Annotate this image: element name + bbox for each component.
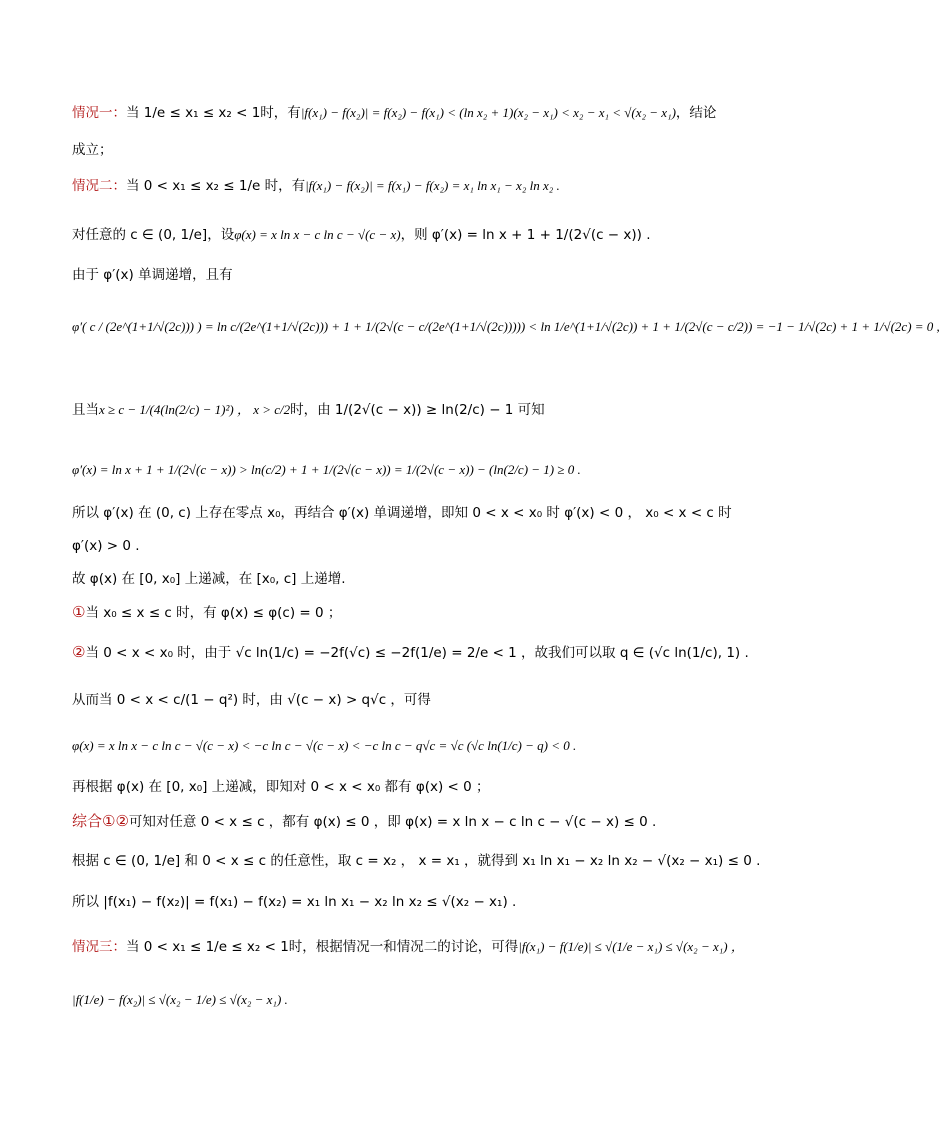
- case-two-line: [72, 176, 722, 196]
- text-line: [72, 536, 722, 556]
- display-formula: [72, 990, 722, 1010]
- text-line: [72, 811, 722, 832]
- case-three-line: [72, 937, 744, 957]
- display-formula: [72, 317, 940, 337]
- text-line: [72, 690, 722, 710]
- line-tail: 时，由 1/(2√(c − x)) ≥ ln(2/c) − 1 可知: [290, 402, 545, 418]
- line-tail: ，则 φ′(x) = ln x + 1 + 1/(2√(c − x)) .: [400, 227, 651, 243]
- text-line: [72, 569, 722, 589]
- line-text: 由于 φ′(x) 单调递增，且有: [72, 267, 233, 283]
- line-tail: ，结论: [675, 105, 717, 121]
- case-one-line: [72, 103, 722, 123]
- formula: |f(x₁) − f(x₂)| = f(x₂) − f(x₁) < (ln x₂ + 1)(x₂ − x₁) < x₂ − x₁ < √(x₂ − x₁): [300, 105, 676, 120]
- formula: φ′(x) = ln x + 1 + 1/(2√(c − x)) > ln(c/2) + 1 + 1/(2√(c − x)) = 1/(2√(c − x)) − (ln(2/c) − 1) ≥ 0 .: [72, 462, 581, 477]
- text-line: [72, 777, 722, 797]
- case-label: 情况三：: [72, 939, 126, 955]
- formula: φ′( c / (2e^(1+1/√(2c))) ) = ln c/(2e^(1+1/√(2c))) + 1 + 1/(2√(c − c/(2e^(1+1/√(2c))))) < ln 1/e^(1+1/√(2c)) + 1 + 1/(2√(c − c/2)) = −1 − 1/√(2c) + 1 + 1/√(2c) = 0 ,: [72, 319, 940, 334]
- line-text: 当 0 < x₁ ≤ x₂ ≤ 1/e 时，有: [126, 178, 306, 194]
- line-text: 所以 |f(x₁) − f(x₂)| = f(x₁) − f(x₂) = x₁ ln x₁ − x₂ ln x₂ ≤ √(x₂ − x₁) .: [72, 894, 517, 910]
- formula: |f(x₁) − f(1/e)| ≤ √(1/e − x₁) ≤ √(x₂ − x₁) ，: [518, 939, 744, 954]
- text-line: [72, 265, 722, 285]
- line-text: 根据 c ∈ (0, 1/e] 和 0 < x ≤ c 的任意性，取 c = x₂ ， x = x₁ ，就得到 x₁ ln x₁ − x₂ ln x₂ − √(x₂ − x₁) ≤ 0 .: [72, 853, 761, 869]
- line-text: φ′(x) > 0 .: [72, 538, 140, 554]
- text-line: [72, 642, 749, 663]
- line-text: 当 0 < x < x₀ 时，由于 √c ln(1/c) = −2f(√c) ≤ −2f(1/e) = 2/e < 1 ，故我们可以取 q ∈ (√c ln(1/c), 1) .: [85, 645, 749, 661]
- formula: φ(x) = x ln x − c ln c − √(c − x) < −c ln c − √(c − x) < −c ln c − q√c = √c (√c ln(1/c) − q) < 0 .: [72, 738, 577, 753]
- line-text: 对任意的 c ∈ (0, 1/e]，设: [72, 227, 235, 243]
- text-line: [72, 225, 722, 245]
- line-text: 可知对任意 0 < x ≤ c ，都有 φ(x) ≤ 0 ，即 φ(x) = x ln x − c ln c − √(c − x) ≤ 0 .: [128, 814, 657, 830]
- display-formula: [72, 460, 722, 480]
- formula: |f(x₁) − f(x₂)| = f(x₁) − f(x₂) = x₁ ln x₁ − x₂ ln x₂ .: [305, 178, 560, 193]
- case-label: 情况二：: [72, 178, 126, 194]
- formula: |f(1/e) − f(x₂)| ≤ √(x₂ − 1/e) ≤ √(x₂ − x₁) .: [72, 992, 288, 1007]
- circled-two-marker: ②: [72, 643, 86, 661]
- line-text: 且当: [72, 402, 99, 418]
- line-text: 当 0 < x₁ ≤ 1/e ≤ x₂ < 1时，根据情况一和情况二的讨论，可得: [126, 939, 519, 955]
- line-text: 所以 φ′(x) 在 (0, c) 上存在零点 x₀，再结合 φ′(x) 单调递增，即知 0 < x < x₀ 时 φ′(x) < 0 ， x₀ < x < c 时: [72, 505, 732, 521]
- formula: φ(x) = x ln x − c ln c − √(c − x): [234, 227, 401, 242]
- line-text: 故 φ(x) 在 [0, x₀] 上递减，在 [x₀, c] 上递增.: [72, 571, 346, 587]
- text-line: [72, 140, 722, 160]
- display-formula: [72, 736, 722, 756]
- line-text: 从而当 0 < x < c/(1 − q²) 时，由 √(c − x) > q√c ，可得: [72, 692, 431, 708]
- summary-marker: 综合①②: [72, 812, 129, 830]
- formula: x ≥ c − 1/(4(ln(2/c) − 1)²) ， x > c/2: [99, 402, 291, 417]
- text-line: [72, 503, 732, 523]
- circled-one-marker: ①: [72, 603, 86, 621]
- text-line: [72, 892, 722, 912]
- line-text: 成立；: [72, 142, 113, 158]
- line-text: 当 x₀ ≤ x ≤ c 时，有 φ(x) ≤ φ(c) = 0 ；: [85, 605, 342, 621]
- text-line: [72, 400, 722, 420]
- text-line: [72, 602, 722, 623]
- line-text: 当 1/e ≤ x₁ ≤ x₂ < 1时，有: [126, 105, 301, 121]
- text-line: [72, 851, 761, 871]
- line-text: 再根据 φ(x) 在 [0, x₀] 上递减，即知对 0 < x < x₀ 都有 φ(x) < 0 ；: [72, 779, 490, 795]
- case-label: 情况一：: [72, 105, 126, 121]
